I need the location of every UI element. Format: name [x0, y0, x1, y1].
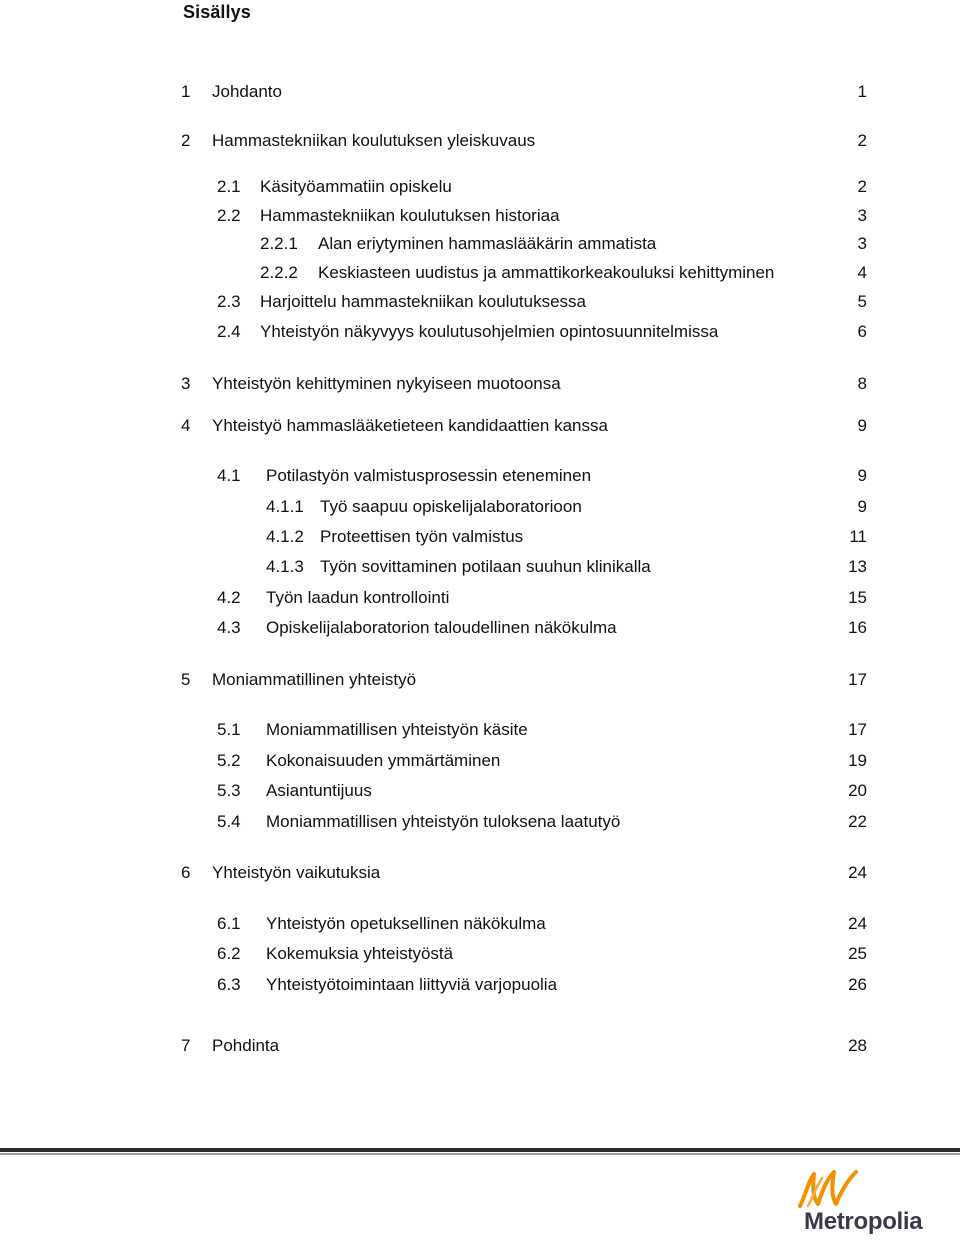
toc-entry-number: 4.1.1 [266, 497, 304, 516]
toc-entry [0, 717, 960, 743]
toc-entry-title: Työn laadun kontrollointi [266, 588, 450, 607]
toc-entry-title: Yhteistyön vaikutuksia [212, 863, 381, 882]
toc-entry-number: 4.1.2 [266, 527, 304, 546]
toc-entry [0, 524, 960, 550]
toc-entry-page: 17 [848, 720, 867, 739]
toc-heading: Sisällys [183, 2, 251, 22]
toc-entry-title: Yhteistyö hammaslääketieteen kandidaattien kanssa [212, 416, 608, 435]
toc-entry-page: 8 [857, 374, 867, 393]
toc-entry-title: Kokonaisuuden ymmärtäminen [266, 751, 501, 770]
toc-entry-number: 4 [181, 416, 191, 435]
toc-entry-number: 5.1 [217, 720, 241, 739]
toc-entry-page: 25 [848, 944, 867, 963]
toc-entry [0, 231, 960, 257]
toc-entry-title: Moniammatillisen yhteistyön tuloksena laatutyö [266, 812, 621, 831]
toc-entry-page: 19 [848, 751, 867, 770]
toc-entry-number: 5.2 [217, 751, 241, 770]
toc-entry [0, 554, 960, 580]
toc-entry [0, 972, 960, 998]
toc-entry-page: 2 [857, 177, 867, 196]
toc-entry-page: 3 [857, 206, 867, 225]
toc-entry-title: Potilastyön valmistusprosessin eteneminen [266, 466, 592, 485]
toc-entry-page: 20 [848, 781, 867, 800]
toc-entry [0, 174, 960, 200]
toc-entry-page: 24 [848, 863, 867, 882]
toc-entry-number: 3 [181, 374, 191, 393]
toc-entry [0, 79, 960, 105]
toc-entry [0, 748, 960, 774]
metropolia-logo-text: Metropolia [804, 1208, 923, 1235]
toc-entry-page: 13 [848, 557, 867, 576]
toc-entry-page: 22 [848, 812, 867, 831]
toc-entry-number: 6.1 [217, 914, 241, 933]
toc-entry-number: 2.2 [217, 206, 241, 225]
toc-entry-page: 3 [857, 234, 867, 253]
toc-entry-title: Alan eriytyminen hammaslääkärin ammatista [318, 234, 657, 253]
toc-entry-title: Yhteistyön kehittyminen nykyiseen muotoonsa [212, 374, 561, 393]
toc-entry [0, 1033, 960, 1059]
toc-entry [0, 585, 960, 611]
toc-entry-number: 5.3 [217, 781, 241, 800]
toc-entry [0, 413, 960, 439]
toc-entry-number: 7 [181, 1036, 191, 1055]
toc-entry-title: Työ saapuu opiskelijalaboratorioon [320, 497, 582, 516]
toc-entry-title: Johdanto [212, 82, 282, 101]
toc-entry-title: Moniammatillisen yhteistyön käsite [266, 720, 528, 739]
toc-entry-page: 28 [848, 1036, 867, 1055]
toc-entry-title: Työn sovittaminen potilaan suuhun klinikalla [320, 557, 651, 576]
toc-entry-page: 9 [857, 466, 867, 485]
toc-entry-title: Hammastekniikan koulutuksen historiaa [260, 206, 560, 225]
toc-entry-title: Hammastekniikan koulutuksen yleiskuvaus [212, 131, 536, 150]
toc-entry-number: 5 [181, 670, 191, 689]
toc-entry-page: 6 [857, 322, 867, 341]
toc-entry-number: 4.1 [217, 466, 241, 485]
toc-entry [0, 319, 960, 345]
toc-entry [0, 494, 960, 520]
toc-entry [0, 371, 960, 397]
toc-entry [0, 615, 960, 641]
toc-entry-title: Opiskelijalaboratorion taloudellinen näkökulma [266, 618, 617, 637]
toc-entry-number: 2.3 [217, 292, 241, 311]
toc-entry [0, 778, 960, 804]
toc-entry-title: Harjoittelu hammastekniikan koulutuksessa [260, 292, 586, 311]
toc-entry [0, 203, 960, 229]
toc-entry [0, 260, 960, 286]
footer-divider-thin [0, 1153, 960, 1155]
toc-entry-page: 15 [848, 588, 867, 607]
toc-entry-page: 2 [857, 131, 867, 150]
toc-entry [0, 463, 960, 489]
toc-entry-title: Proteettisen työn valmistus [320, 527, 524, 546]
toc-entry-title: Keskiasteen uudistus ja ammattikorkeakouluksi kehittyminen [318, 263, 775, 282]
toc-entry-number: 1 [181, 82, 191, 101]
toc-entry [0, 667, 960, 693]
toc-entry-number: 4.2 [217, 588, 241, 607]
toc-entry-page: 24 [848, 914, 867, 933]
toc-entry-number: 6.2 [217, 944, 241, 963]
toc-entry-title: Kokemuksia yhteistyöstä [266, 944, 454, 963]
toc-entry-number: 2.1 [217, 177, 241, 196]
metropolia-logo [790, 1166, 930, 1240]
metropolia-logo-mark-icon [796, 1166, 866, 1210]
toc-entry-page: 1 [857, 82, 867, 101]
toc-entry-title: Moniammatillinen yhteistyö [212, 670, 417, 689]
toc-entry-page: 9 [857, 416, 867, 435]
toc-entry-number: 4.3 [217, 618, 241, 637]
toc-entry [0, 941, 960, 967]
toc-entry-page: 5 [857, 292, 867, 311]
footer-divider [0, 1148, 960, 1152]
toc-entry-page: 11 [849, 527, 867, 546]
toc-entry [0, 809, 960, 835]
toc-entry [0, 860, 960, 886]
toc-entry-number: 4.1.3 [266, 557, 304, 576]
toc-entry-title: Yhteistyön näkyvyys koulutusohjelmien opintosuunnitelmissa [260, 322, 719, 341]
toc-entry-number: 6.3 [217, 975, 241, 994]
toc-entry-page: 17 [848, 670, 867, 689]
toc-entry [0, 911, 960, 937]
toc-entry-page: 9 [857, 497, 867, 516]
toc-entry-page: 26 [848, 975, 867, 994]
toc-entry-page: 4 [857, 263, 867, 282]
toc-entry-number: 2.4 [217, 322, 241, 341]
toc-entry-title: Yhteistyötoimintaan liittyviä varjopuolia [266, 975, 558, 994]
toc-entry-number: 5.4 [217, 812, 241, 831]
toc-entry [0, 128, 960, 154]
toc-entry-number: 6 [181, 863, 191, 882]
toc-entry-number: 2.2.1 [260, 234, 298, 253]
toc-entry-number: 2 [181, 131, 191, 150]
toc-entry-title: Asiantuntijuus [266, 781, 372, 800]
toc-entry [0, 289, 960, 315]
toc-entry-page: 16 [848, 618, 867, 637]
toc-entry-title: Yhteistyön opetuksellinen näkökulma [266, 914, 546, 933]
toc-entry-title: Käsityöammatiin opiskelu [260, 177, 452, 196]
toc-entry-number: 2.2.2 [260, 263, 298, 282]
toc-entry-title: Pohdinta [212, 1036, 280, 1055]
